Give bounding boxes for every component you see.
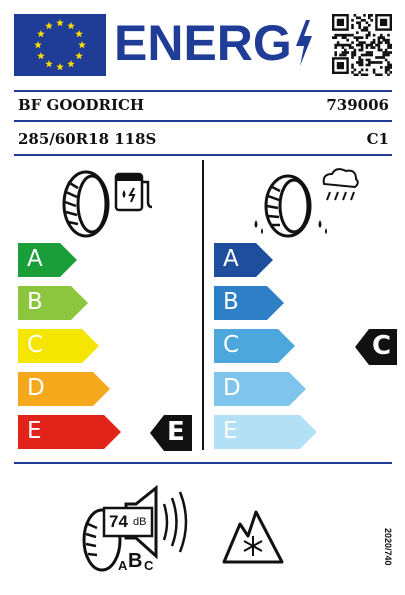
wet-grip-class-e [214, 415, 318, 449]
eu-star-icon [56, 19, 64, 26]
eu-star-icon [78, 41, 86, 48]
eu-star-icon [34, 41, 42, 48]
noise-class-c: C [144, 558, 154, 573]
fuel-class-a [18, 243, 78, 277]
fuel-class-label: C [27, 332, 44, 358]
fuel-rating-marker [150, 415, 192, 456]
tyre-class: C1 [366, 130, 389, 148]
wet-grip-rating-letter: C [372, 331, 392, 361]
fuel-class-label: E [27, 418, 42, 444]
fuel-rating-letter: E [167, 417, 185, 447]
noise-value: 74 [109, 512, 128, 531]
qr-code-icon [332, 14, 392, 76]
fuel-class-b [18, 286, 89, 320]
energy-bolt-icon [292, 15, 316, 71]
wet-grip-class-label: E [223, 418, 238, 444]
wet-grip-class-label: D [223, 375, 241, 401]
eu-star-icon [37, 30, 45, 37]
eu-star-icon [45, 22, 53, 29]
wet-grip-class-c [214, 329, 296, 363]
eu-star-icon [75, 30, 83, 37]
eu-flag-icon [14, 14, 106, 76]
fuel-class-d [18, 372, 111, 406]
wet-grip-class-d [214, 372, 307, 406]
regulation-number: 2020/740 [383, 528, 393, 566]
header-divider [14, 90, 392, 92]
wet-grip-class-label: A [223, 246, 239, 272]
three-peak-snowflake-icon [222, 506, 284, 569]
eu-star-icon [67, 22, 75, 29]
wet-grip-rating-marker [355, 329, 397, 370]
rain-tyre-icon [250, 162, 360, 245]
noise-class-b: B [128, 550, 143, 572]
eu-star-icon [45, 60, 53, 67]
fuel-class-label: A [27, 246, 43, 272]
brand-divider [14, 120, 392, 122]
wet-grip-class-label: B [223, 289, 239, 315]
eu-star-icon [75, 52, 83, 59]
speaker-tyre-icon [78, 482, 190, 574]
article-number: 739006 [326, 96, 389, 114]
eu-star-icon [56, 63, 64, 70]
energy-title: ENERG [114, 12, 316, 74]
fuel-class-e [18, 415, 122, 449]
noise-unit: dB [133, 516, 147, 528]
wet-grip-class-b [214, 286, 285, 320]
noise-class-a: A [118, 558, 128, 573]
tyre-size: 285/60R18 118S [18, 130, 157, 148]
fuel-pump-tyre-icon [62, 168, 162, 243]
eu-star-icon [37, 52, 45, 59]
wet-grip-class-a [214, 243, 274, 277]
scale-bottom-divider [14, 462, 392, 464]
size-divider [14, 154, 392, 156]
fuel-class-label: D [27, 375, 45, 401]
wet-grip-class-label: C [223, 332, 240, 358]
fuel-class-label: B [27, 289, 43, 315]
eu-star-icon [67, 60, 75, 67]
section-divider [202, 160, 204, 450]
fuel-class-c [18, 329, 100, 363]
brand-name: BF GOODRICH [18, 96, 145, 114]
